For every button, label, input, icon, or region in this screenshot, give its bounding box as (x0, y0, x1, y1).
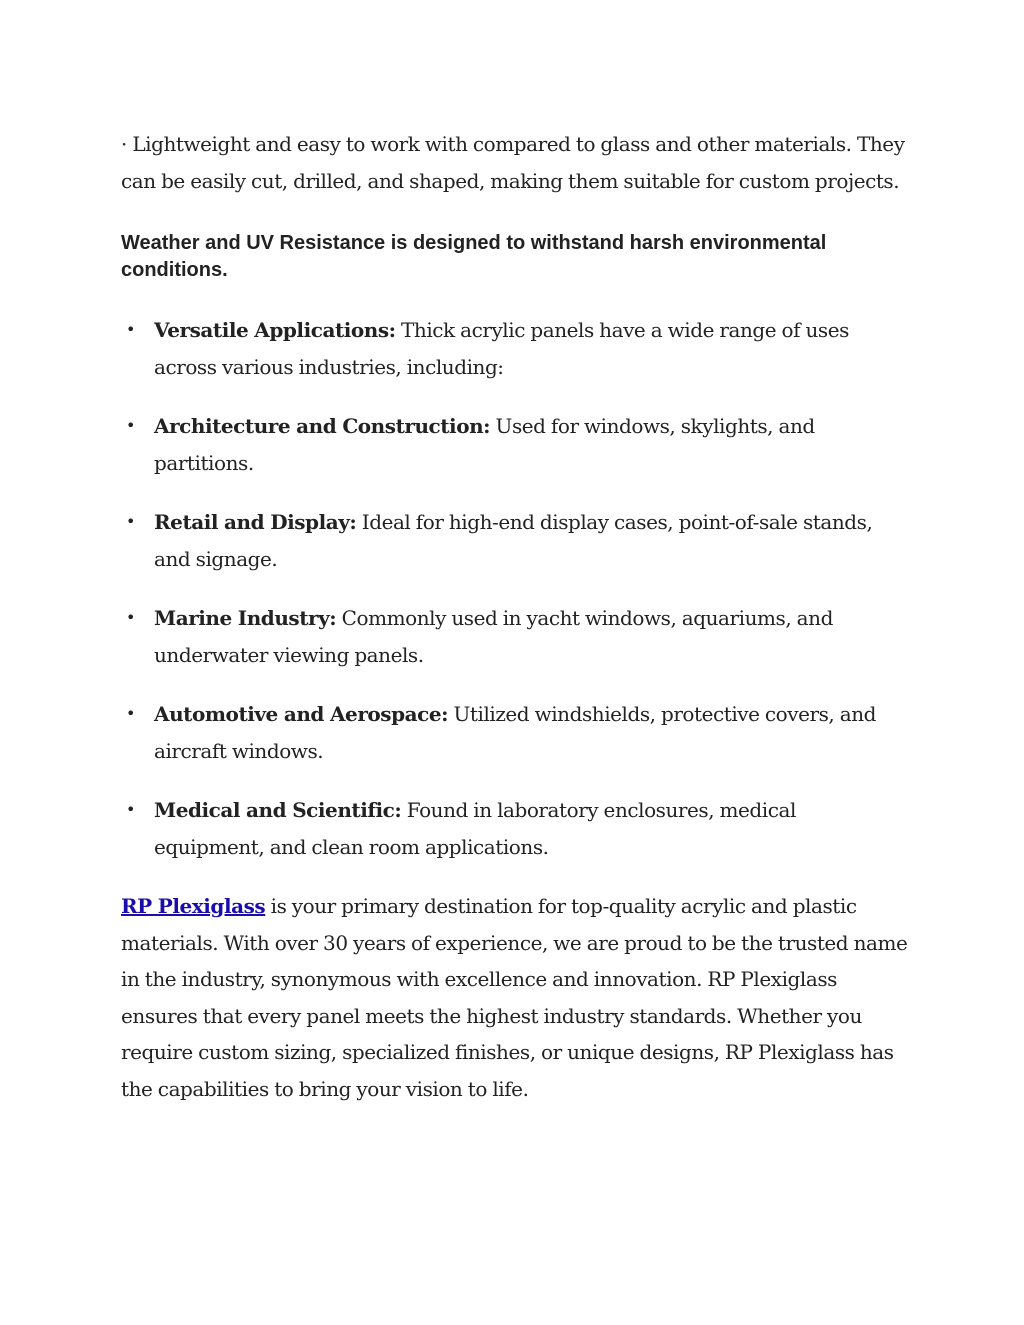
bullet-icon: • (126, 320, 135, 339)
list-item (121, 504, 911, 577)
list-item (121, 408, 911, 481)
section-heading: Weather and UV Resistance is designed to withstand harsh environmental conditions. (121, 232, 827, 281)
document-page (121, 126, 911, 1107)
bullet-icon: • (126, 512, 135, 531)
list-item-term: Retail and Display: (154, 510, 357, 534)
list-item-text: Ideal for high-end display cases, point-of-sale stands, and signage. (154, 510, 873, 571)
list-item-text: Used for windows, skylights, and partitions. (154, 414, 815, 475)
bullet-icon: • (126, 416, 135, 435)
list-item-text: Thick acrylic panels have a wide range of uses across various industries, including: (154, 318, 849, 379)
list-item (121, 696, 911, 769)
list-item (121, 600, 911, 673)
list-item-term: Marine Industry: (154, 606, 337, 630)
closing-paragraph-text: is your primary destination for top-quality acrylic and plastic materials. With over 30 years of experience, we are proud to be the trusted name in the industry, synonymous with excellence and innovation. RP Plexiglass ensures that every panel meets the highest industry standards. Whether you require custom sizing, specialized finishes, or unique designs, RP Plexiglass has the capabilities to bring your vision to life. (121, 894, 908, 1101)
list-item-term: Architecture and Construction: (154, 414, 491, 438)
closing-paragraph (121, 888, 911, 1107)
intro-paragraph: · Lightweight and easy to work with compared to glass and other materials. They can be easily cut, drilled, and shaped, making them suitable for custom projects. (121, 132, 905, 193)
list-item (121, 312, 911, 385)
list-item-term: Medical and Scientific: (154, 798, 402, 822)
rp-plexiglass-link[interactable]: RP Plexiglass (121, 894, 266, 918)
bullet-icon: • (126, 608, 135, 627)
list-item-term: Versatile Applications: (154, 318, 396, 342)
applications-list (121, 312, 911, 865)
bullet-icon: • (126, 704, 135, 723)
list-item-term: Automotive and Aerospace: (154, 702, 449, 726)
list-item-text: Commonly used in yacht windows, aquariums, and underwater viewing panels. (154, 606, 833, 667)
bullet-icon: • (126, 800, 135, 819)
list-item-text: Found in laboratory enclosures, medical equipment, and clean room applications. (154, 798, 796, 859)
list-item-text: Utilized windshields, protective covers, and aircraft windows. (154, 702, 876, 763)
list-item (121, 792, 911, 865)
